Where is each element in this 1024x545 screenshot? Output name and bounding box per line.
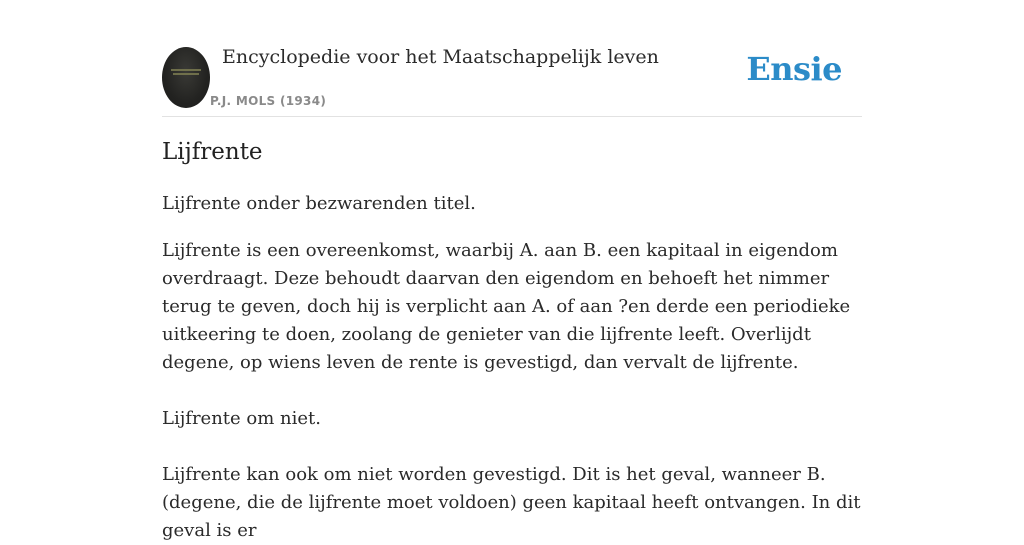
paragraph-subtitle: Lijfrente onder bezwarenden titel. (162, 193, 476, 214)
author-year: P.J. MOLS (1934) (210, 94, 327, 108)
cover-decoration (173, 73, 199, 75)
cover-decoration (171, 69, 201, 71)
paragraph-subtitle: Lijfrente om niet. (162, 408, 321, 429)
brand-logo[interactable]: Ensie (746, 50, 842, 88)
paragraph: Lijfrente kan ook om niet worden gevestigd. Dit is het geval, wanneer B. (degene, die de lijfrente moet voldoen) geen kapitaal heeft ontvangen. In dit geval is er (162, 464, 861, 541)
article-title: Lijfrente (162, 139, 263, 165)
book-title[interactable]: Encyclopedie voor het Maatschappelijk leven (222, 46, 659, 68)
header (162, 36, 862, 117)
paragraph: Lijfrente is een overeenkomst, waarbij A. aan B. een kapitaal in eigendom overdraagt. Deze behoudt daarvan den eigendom en behoeft het nimmer terug te geven, doch hij is verplicht aan A. of aan ?en derde een periodieke uitkeering te doen, zoolang de genieter van die lijfrente leeft. Overlijdt degene, op wiens leven de rente is gevestigd, dan vervalt de lijfrente. (162, 240, 851, 373)
article-body (162, 190, 862, 545)
book-cover-image[interactable] (162, 47, 210, 108)
